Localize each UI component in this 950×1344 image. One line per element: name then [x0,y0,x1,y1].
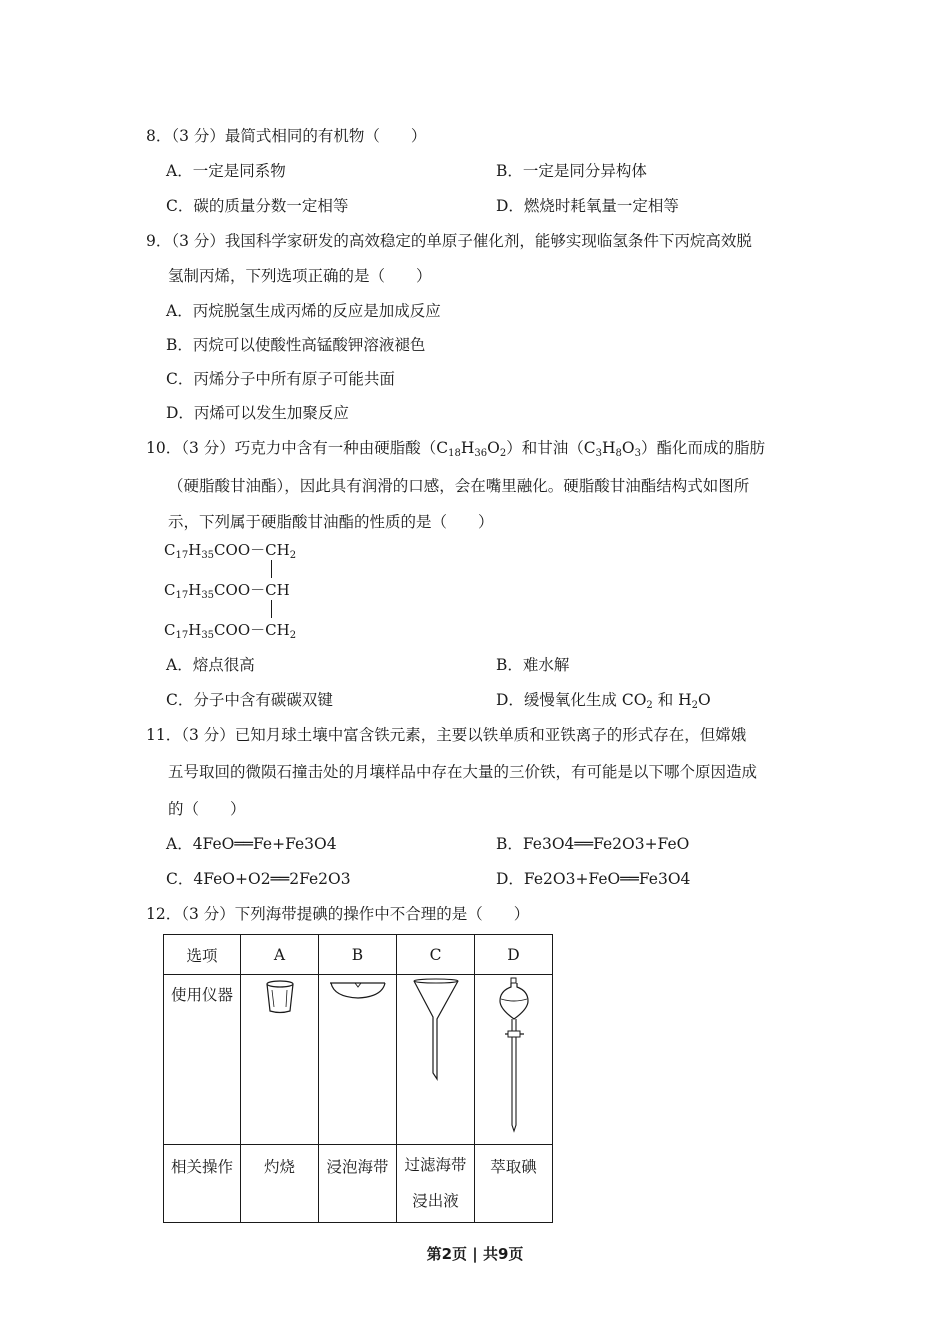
q10-stem-line1: 10．（3 分）巧克力中含有一种由硬脂酸$(C_{18}H_{36}O_2)$和甘油$(C_3H_8O_3)$酯化而成的脂肪 [146,439,765,459]
bond-line-2 [271,600,272,618]
funnel-cell [397,975,475,1145]
q9-option-c: C．丙烯分子中所有原子可能共面 [166,370,395,388]
header-a: A [241,935,319,975]
crucible-icon [241,975,318,1140]
operation-label: 相关操作 [164,1145,241,1223]
q9-option-d: D．丙烯可以发生加聚反应 [166,404,349,422]
q11-option-b: B．Fe3O4══Fe2O3+FeO [496,835,690,853]
header-option: 选项 [164,935,241,975]
operation-c-line1: 过滤海带 [404,1156,467,1174]
header-d: D [475,935,553,975]
header-b: B [319,935,397,975]
q12-operation-row [164,1145,553,1223]
q10-stem-line3: 示，下列属于硬脂酸甘油酯的性质的是（ ） [168,513,494,531]
q11-stem-line1: 11．（3 分）已知月球土壤中富含铁元素，主要以铁单质和亚铁离子的形式存在，但嫦娥 [146,726,747,744]
separatory-funnel-cell [475,975,553,1145]
q11-option-c: C．4FeO+O2══2Fe2O3 [166,870,351,888]
funnel-icon [397,975,474,1140]
evaporating-dish-cell [319,975,397,1145]
operation-a: 灼烧 [241,1145,319,1223]
q9-option-b: B．丙烷可以使酸性高锰酸钾溶液褪色 [166,336,426,354]
q11-option-d: D．Fe2O3+FeO══Fe3O4 [496,870,691,888]
instrument-label: 使用仪器 [164,975,241,1145]
q11-stem-line3: 的（ ） [168,800,246,818]
q12-stem: 12．（3 分）下列海带提碘的操作中不合理的是（ ） [146,905,530,923]
q10-option-a: A．熔点很高 [166,656,255,674]
page-footer: 第2页 | 共9页 [426,1245,524,1263]
q8-stem: 8．（3 分）最简式相同的有机物（ ） [146,127,427,145]
q10-stem-line2: （硬脂酸甘油酯），因此具有润滑的口感，会在嘴里融化。硬脂酸甘油酯结构式如图所 [168,477,750,495]
q8-option-c: C．碳的质量分数一定相等 [166,197,349,215]
formula-row-3: $C_{17}H_{35}COO-CH_2$ [164,621,297,641]
operation-d: 萃取碘 [475,1145,553,1223]
q9-stem-line1: 9．（3 分）我国科学家研发的高效稳定的单原子催化剂，能够实现临氢条件下丙烷高效脱 [146,232,752,250]
header-c: C [397,935,475,975]
q10-option-d: D．缓慢氧化生成 $CO_2$ 和 $H_2O$ [496,691,711,711]
q12-instrument-row [164,975,553,1145]
q8-option-d: D．燃烧时耗氧量一定相等 [496,197,679,215]
q10-option-c: C．分子中含有碳碳双键 [166,691,333,709]
q11-stem-line2: 五号取回的微陨石撞击处的月壤样品中存在大量的三价铁，有可能是以下哪个原因造成 [168,763,758,781]
separatory-funnel-icon [475,975,552,1140]
crucible-cell [241,975,319,1145]
q12-header-row [164,935,553,975]
q10-option-b: B．难水解 [496,656,570,674]
q11-option-a: A．4FeO══Fe+Fe3O4 [166,835,337,853]
evaporating-dish-icon [319,975,396,1140]
bond-line-1 [271,560,272,578]
q8-option-b: B．一定是同分异构体 [496,162,647,180]
q9-option-a: A．丙烷脱氢生成丙烯的反应是加成反应 [166,302,441,320]
operation-b: 浸泡海带 [319,1145,397,1223]
formula-row-1: $C_{17}H_{35}COO-CH_2$ [164,541,297,561]
q12-table [163,934,553,1223]
q9-stem-line2: 氢制丙烯，下列选项正确的是（ ） [168,267,432,285]
operation-c-line2: 浸出液 [412,1192,459,1210]
operation-c [397,1145,475,1223]
q8-option-a: A．一定是同系物 [166,162,286,180]
formula-row-2: $C_{17}H_{35}COO-CH$ [164,581,290,601]
